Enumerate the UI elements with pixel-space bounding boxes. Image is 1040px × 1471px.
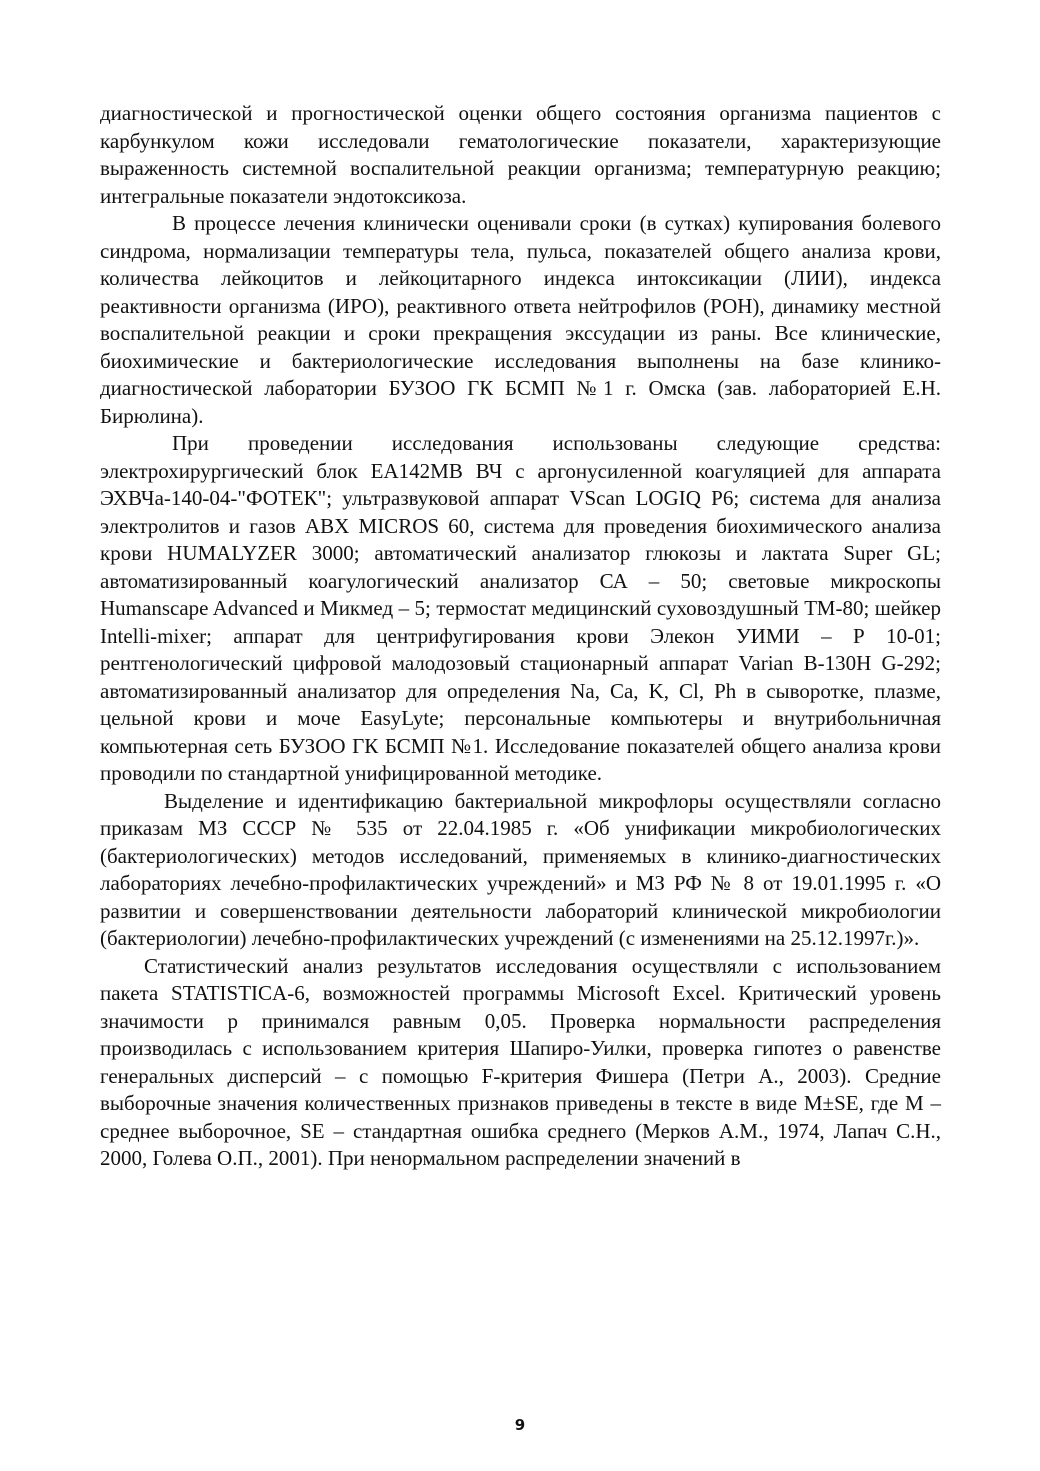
paragraph-2: В процессе лечения клинически оценивали сроки (в сутках) купирования болевого синдрома, нормализации температуры тела, пульса, показателей общего анализа крови, количества лейкоцитов и лейкоцитарного индекса интоксикации (ЛИИ), индекса реактивности организма (ИРО), реактивного ответа нейтрофилов (РОН), динамику местной воспалительной реакции и сроки прекращения экссудации из раны. Все клинические, биохимические и бактериологические исследования выполнены на базе клинико-диагностической лаборатории БУЗОО ГК БСМП №1 г. Омска (зав. лабораторией Е.Н. Бирюлина). [100, 211, 941, 428]
paragraph-1: диагностической и прогностической оценки общего состояния организма пациентов с карбункулом кожи исследовали гематологические показатели, характеризующие выраженность системной воспалительной реакции организма; температурную реакцию; интегральные показатели эндотоксикоза. [100, 101, 941, 208]
paragraph-4: Выделение и идентификацию бактериальной микрофлоры осуществляли согласно приказам МЗ СССР № 535 от 22.04.1985 г. «Об унификации микробиологических (бактериологических) методов исследований, применяемых в клинико-диагностических лабораториях лечебно-профилактических учреждений» и МЗ РФ № 8 от 19.01.1995 г. «О развитии и совершенствовании деятельности лабораторий клинической микробиологии (бактериологии) лечебно-профилактических учреждений (с изменениями на 25.12.1997г.)». [100, 788, 941, 950]
document-page [100, 100, 941, 1173]
page-number: 9 [514, 1416, 526, 1434]
paragraph-5: Статистический анализ результатов исследования осуществляли с использованием пакета STATISTICA-6, возможностей программы Microsoft Excel. Критический уровень значимости p принимался равным 0,05. Проверка нормальности распределения производилась с использованием критерия Шапиро-Уилки, проверка гипотез о равенстве генеральных дисперсий – с помощью F-критерия Фишера (Петри А., 2003). Средние выборочные значения количественных признаков приведены в тексте в виде M±SE, где M – среднее выборочное, SE – стандартная ошибка среднего (Мерков А.М., 1974, Лапач С.Н., 2000, Голева О.П., 2001). При ненормальном распределении значений в [100, 953, 941, 1170]
paragraph-3: При проведении исследования использованы следующие средства: электрохирургический блок ЕА142МВ ВЧ с аргонусиленной коагуляцией для аппарата ЭХВЧа-140-04-"ФОТЕК"; ультразвуковой аппарат VScan LOGIQ P6; система для анализа электролитов и газов ABX MICROS 60, система для проведения биохимического анализа крови HUMALYZER 3000; автоматический анализатор глюкозы и лактата Super GL; автоматизированный коагулогический анализатор СА – 50; световые микроскопы Humanscape Advanced и Микмед – 5; термостат медицинский суховоздушный ТМ-80; шейкер Intelli-mixer; аппарат для центрифугирования крови Элекон УИМИ – Р 10-01; рентгенологический цифровой малодозовый стационарный аппарат Varian B-130H G-292; автоматизированный анализатор для определения Na, Ca, K, Cl, Ph в сыворотке, плазме, цельной крови и моче EasyLyte; персональные компьютеры и внутрибольничная компьютерная сеть БУЗОО ГК БСМП №1. Исследование показателей общего анализа крови проводили по стандартной унифицированной методике. [100, 431, 941, 785]
